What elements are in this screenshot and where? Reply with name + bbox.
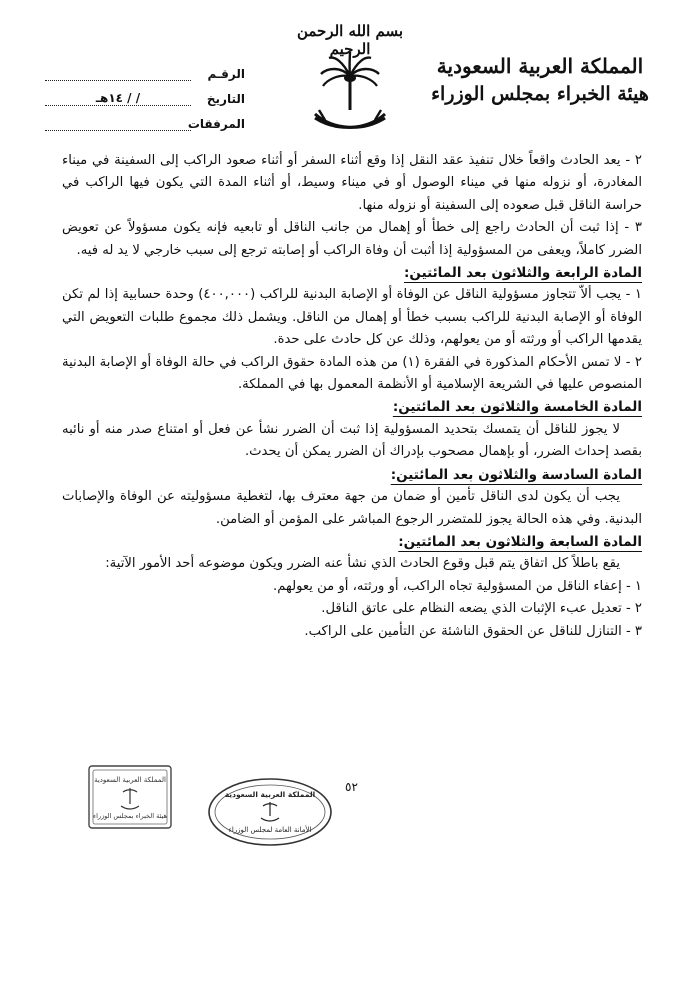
attachments-label: المرفقات xyxy=(187,117,245,131)
oval-stamp-icon xyxy=(205,775,335,850)
authority-name: هيئة الخبراء بمجلس الوزراء xyxy=(431,83,649,105)
square-stamp-icon xyxy=(85,762,175,832)
square-stamp-line1: المملكة العربية السعودية xyxy=(94,776,166,784)
article-237-clause-2: ٢ - تعديل عبء الإثبات الذي يضعه النظام على عاتق الناقل. xyxy=(321,601,642,617)
kingdom-name: المملكة العربية السعودية xyxy=(436,54,644,78)
number-label: الرقـم xyxy=(207,67,245,81)
article-237-clause-3: ٣ - التنازل للناقل عن الحقوق الناشئة عن التأمين على الراكب. xyxy=(304,623,642,639)
document-body xyxy=(62,150,642,643)
article-234-heading: المادة الرابعة والثلاثون بعد المائتين: xyxy=(404,265,642,282)
article-234-clause-2: ٢ - لا تمس الأحكام المذكورة في الفقرة (١) من هذه المادة حقوق الراكب في حالة الوفاة أو الإصابة البدنية المنصوص عليها في الشريعة الإسلامية أو الأنظمة المعمول بها في المملكة. xyxy=(62,354,642,393)
basmala: بسم الله الرحمن الرحيم xyxy=(296,22,404,58)
attachments-value xyxy=(45,116,191,131)
date-label: التاريخ xyxy=(206,92,245,106)
page-number: ٥٢ xyxy=(345,780,358,794)
clause-3: ٣ - إذا ثبت أن الحادث راجع إلى خطأ أو إهمال من جانب الناقل أو تابعيه فإنه يكون مسؤولاً عن تعويض الضرر كاملاً، ويعفى من المسؤولية إذا أثبت أن وفاة الراكب أو إصابته ترجع إلى سبب خارجي لا يد له فيه. xyxy=(62,220,642,258)
number-value xyxy=(45,66,191,81)
clause-2: ٢ - يعد الحادث واقعاً خلال تنفيذ عقد النقل إذا وقع أثناء السفر أو أثناء صعود الراكب إلى السفينة في ميناء المغادرة، أو نزوله منها في ميناء الوصول أو في ميناء وسيط، أو أثناء المدة التي يكون فيها الراكب في حراسة الناقل قبل صعوده إلى السفينة أو نزوله منها. xyxy=(62,153,642,213)
date-value: / / ١٤هـ xyxy=(45,91,191,106)
oval-stamp-line1: المملكة العربية السعودية xyxy=(224,790,316,799)
square-stamp-line2: هيئة الخبراء بمجلس الوزراء xyxy=(93,812,167,820)
article-237-intro: يقع باطلاً كل اتفاق يتم قبل وقوع الحادث الذي نشأ عنه الضرر ويكون موضوعه أحد الأمور الآتية: xyxy=(105,556,620,572)
number-row xyxy=(45,56,245,81)
article-237-clause-1: ١ - إعفاء الناقل من المسؤولية تجاه الراكب، أو ورثته، أو من يعولهم. xyxy=(273,578,642,594)
attachments-row xyxy=(45,106,245,131)
article-235-heading: المادة الخامسة والثلاثون بعد المائتين: xyxy=(392,399,642,416)
article-236-text: يجب أن يكون لدى الناقل تأمين أو ضمان من جهة معترف بها، لتغطية مسؤوليته عن الوفاة والإصابات البدنية. وفي هذه الحالة يجوز للمتضرر الرجوع المباشر على المؤمن أو الضامن. xyxy=(62,489,642,527)
article-236-heading: المادة السادسة والثلاثون بعد المائتين: xyxy=(390,466,642,483)
date-row xyxy=(45,81,245,106)
letterhead-title xyxy=(415,52,665,108)
article-235-text: لا يجوز للناقل أن يتمسك بتحديد المسؤولية إذا ثبت أن الضرر نشأ عن فعل أو امتناع صدر منه أو نائبه بقصد إحداث الضرر، أو بإهمال مصحوب بإدراك أن الضرر يمكن أن يحدث. xyxy=(62,421,642,460)
article-234-clause-1: ١ - يجب ألاّ تتجاوز مسؤولية الناقل عن الوفاة أو الإصابة البدنية للراكب (٤٠٠,٠٠٠) وحدة حسابية إذا لم تكن الوفاة أو الإصابة البدنية للراكب بسبب خطأ أو إهمال من الناقل. ويشمل ذلك مجموع طلبات التعويض التي يقدمها الراكب أو ورثته أو من يعولهم، وذلك عن كل حادث على حدة. xyxy=(62,287,642,348)
saudi-emblem-icon xyxy=(305,48,395,138)
oval-stamp-line2: الأمانة العامة لمجلس الوزراء xyxy=(228,826,312,834)
reference-block xyxy=(45,56,245,131)
article-237-heading: المادة السابعة والثلاثون بعد المائتين: xyxy=(398,533,642,550)
